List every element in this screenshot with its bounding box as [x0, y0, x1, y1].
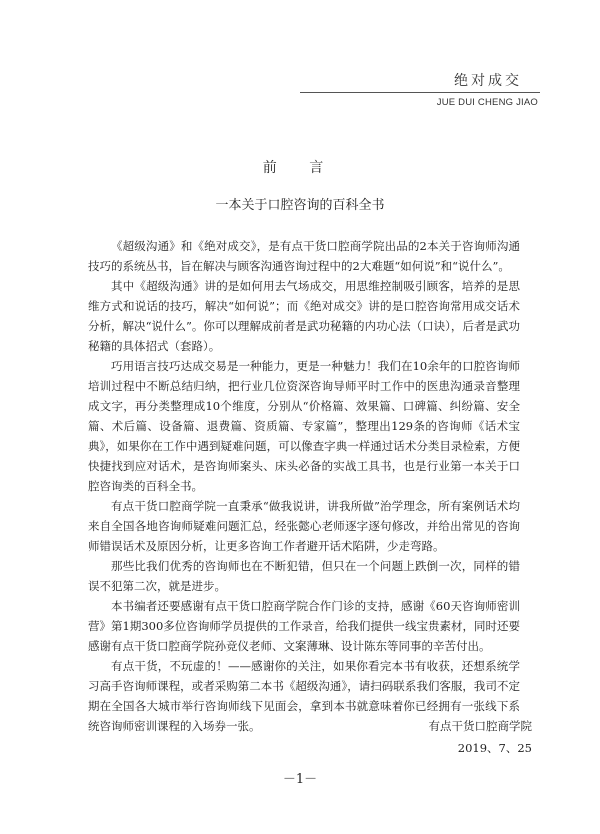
header-divider: [300, 92, 540, 93]
running-header-title: 绝对成交: [454, 73, 522, 89]
paragraph: 本书编者还要感谢有点干货口腔商学院合作门诊的支持，感谢《60天咨询师密训营》第1期300多位咨询师学员提供的工作录音，给我们提供一线宝贵素材，同时还要感谢有点干货口腔商学院孙竞仪老师、文案薄琳、设计陈东等同事的辛苦付出。: [88, 599, 520, 653]
preface-heading: 前 言: [262, 160, 338, 176]
running-header-subtitle: JUE DUI CHENG JIAO: [436, 97, 538, 108]
paragraph: 《超级沟通》和《绝对成交》，是有点干货口腔商学院出品的2本关于咨询师沟通技巧的系统丛书，旨在解决与顾客沟通咨询过程中的2大难题“如何说”和“说什么”。: [88, 239, 520, 273]
signature-block: [429, 715, 533, 759]
paragraph: 巧用语言技巧达成交易是一种能力，更是一种魅力！我们在10余年的口腔咨询师培训过程中不断总结归纳，把行业几位资深咨询导师平时工作中的医患沟通录音整理成文字，再分类整理成10个维度，分别从“价格篇、效果篇、口碑篇、纠纷篇、安全篇、术后篇、设备篇、退费篇、资质篇、专家篇”，整理出129条的咨询师《话术宝典》，如果你在工作中遇到疑难问题，可以像查字典一样通过话术分类目录检索，方便快捷找到应对话术，是咨询师案头、床头必备的实战工具书，也是行业第一本关于口腔咨询类的百科全书。: [88, 359, 520, 493]
paragraph: 那些比我们优秀的咨询师也在不断犯错，但只在一个问题上跌倒一次，同样的错误不犯第二次，就是进步。: [88, 559, 520, 593]
signature-date: 2019、7、25: [457, 741, 532, 755]
paragraph: 有点干货，不玩虚的！——感谢你的关注，如果你看完本书有收获，还想系统学习高手咨询师课程，或者采购第二本书《超级沟通》，请扫码联系我们客服，我司不定期在全国各大城市举行咨询师线下见面会，拿到本书就意味着你已经拥有一张线下系统咨询师密训课程的入场券一张。: [88, 659, 520, 733]
paragraph: 其中《超级沟通》讲的是如何用去气场成交，用思维控制吸引顾客，培养的是思维方式和说话的技巧，解决“如何说”；而《绝对成交》讲的是口腔咨询常用成交话术分析，解决“说什么”。你可以理解成前者是武功秘籍的内功心法（口诀），后者是武功秘籍的具体招式（套路）。: [88, 279, 520, 353]
paragraph: 有点干货口腔商学院一直秉承“做我说讲，讲我所做”治学理念，所有案例话术均来自全国各地咨询师疑难问题汇总，经张懿心老师逐字逐句修改，并给出常见的咨询师错误话术及原因分析，让更多咨询工作者避开话术陷阱，少走弯路。: [88, 499, 520, 553]
signature-org: 有点干货口腔商学院: [428, 719, 532, 733]
preface-body: [88, 236, 520, 736]
preface-subheading: 一本关于口腔咨询的百科全书: [215, 198, 385, 213]
page-number: －1－: [282, 772, 318, 787]
